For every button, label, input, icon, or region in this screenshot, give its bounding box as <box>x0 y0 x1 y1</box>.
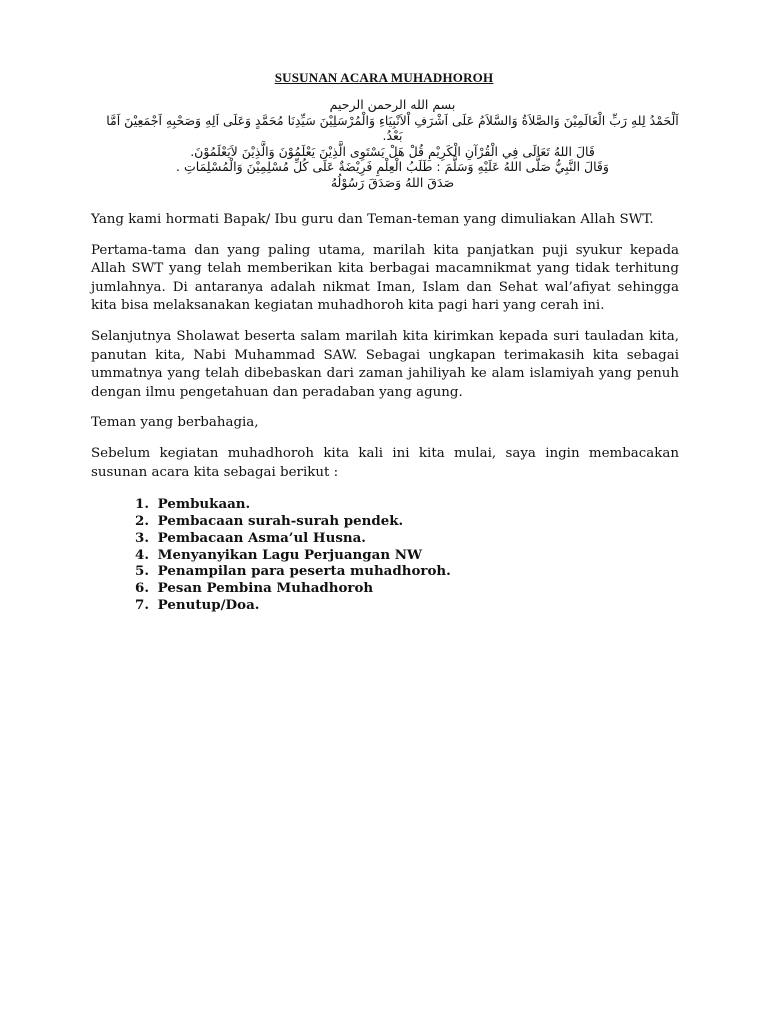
document-body <box>91 211 679 614</box>
agenda-text: Pembukaan. <box>157 496 251 513</box>
arabic-hadith-line: وَقَالَ النَّبِيُّ صَلَّى اللهُ عَلَيْهِ وَسَلَّمَ : طَلَبُ الْعِلْمِ فَرِيْضَةٌ عَلَى كُلِّ مُسْلِمِيْنَ وَالْمُسْلِمَاتِ . <box>176 159 609 174</box>
agenda-number: 2. <box>135 512 149 529</box>
address-paragraph: Teman yang berbahagia, <box>91 415 259 431</box>
list-item <box>135 597 679 614</box>
list-item <box>135 580 679 597</box>
document-title: SUSUNAN ACARA MUHADHOROH <box>274 70 494 85</box>
list-item <box>135 496 679 513</box>
arabic-hamdalah-line: اَلْحَمْدُ لِلهِ رَبِّ الْعَالَمِيْنَ وَالصَّلاَةُ وَالسَّلاَمُ عَلَى اَشْرَفِ اْلاَنْبِيَاءِ وَالْمُرْسَلِيْنَ سَيِّدِنَا مُحَمَّدٍ وَعَلَى اَلِهِ وَصَحْبِهِ اَجْمَعِيْنَ اَمَّا بَعْدُ. <box>106 112 679 143</box>
agenda-number: 1. <box>135 496 149 513</box>
list-item <box>135 513 679 530</box>
gratitude-paragraph: Pertama-tama dan yang paling utama, marilah kita panjatkan puji syukur kepada Allah SWT yang telah memberikan kita berbagai macamnikmat yang tidak terhitung jumlahnya. Di antaranya adalah nikmat Iman, Islam dan Sehat wal’afiyat sehingga kita bisa melaksanakan kegiatan muhadhoroh kita pagi hari yang cerah ini. <box>91 242 679 314</box>
list-item <box>135 563 679 580</box>
agenda-number: 3. <box>135 529 149 546</box>
agenda-text: Pembacaan Asma’ul Husna. <box>157 529 366 546</box>
agenda-text: Menyanyikan Lagu Perjuangan NW <box>157 546 423 563</box>
arabic-quran-quote-line: قَالَ اللهُ تَعَالَى فِي الْقُرْآنِ الْكَرِيْمِ قُلْ هَلْ يَسْتَوِى الَّذِيْنَ يَعْلَمُوْنَ وَالَّذِيْنَ لاَيَعْلَمُوْنَ. <box>190 143 595 159</box>
basmalah-line: بسم الله الرحمن الرحيم <box>329 97 456 112</box>
agenda-number: 6. <box>135 580 149 597</box>
sholawat-paragraph: Selanjutnya Sholawat beserta salam marilah kita kirimkan kepada suri tauladan kita, panutan kita, Nabi Muhammad SAW. Sebagai ungkapan terimakasih kita sebagai ummatnya yang telah dibebaskan dari zaman jahiliyah ke alam islamiyah yang penuh dengan ilmu pengetahuan dan peradaban yang agung. <box>91 328 679 400</box>
agenda-list <box>91 496 679 614</box>
list-item <box>135 530 679 547</box>
agenda-number: 5. <box>135 563 149 580</box>
agenda-number: 7. <box>135 596 149 613</box>
arabic-opening <box>105 97 680 190</box>
agenda-text: Pembacaan surah-surah pendek. <box>157 512 404 529</box>
agenda-number: 4. <box>135 546 149 563</box>
agenda-text: Penampilan para peserta muhadhoroh. <box>157 563 451 580</box>
agenda-text: Pesan Pembina Muhadhoroh <box>157 580 374 597</box>
list-item <box>135 547 679 564</box>
agenda-text: Penutup/Doa. <box>157 596 260 613</box>
intro-agenda-paragraph: Sebelum kegiatan muhadhoroh kita kali ini kita mulai, saya ingin membacakan susunan acara kita sebagai berikut : <box>91 445 679 480</box>
greeting-paragraph: Yang kami hormati Bapak/ Ibu guru dan Teman-teman yang dimuliakan Allah SWT. <box>91 212 654 227</box>
arabic-closing-line: صَدَقَ اللهُ وَصَدَقَ رَسُوْلُهُ <box>330 174 455 190</box>
